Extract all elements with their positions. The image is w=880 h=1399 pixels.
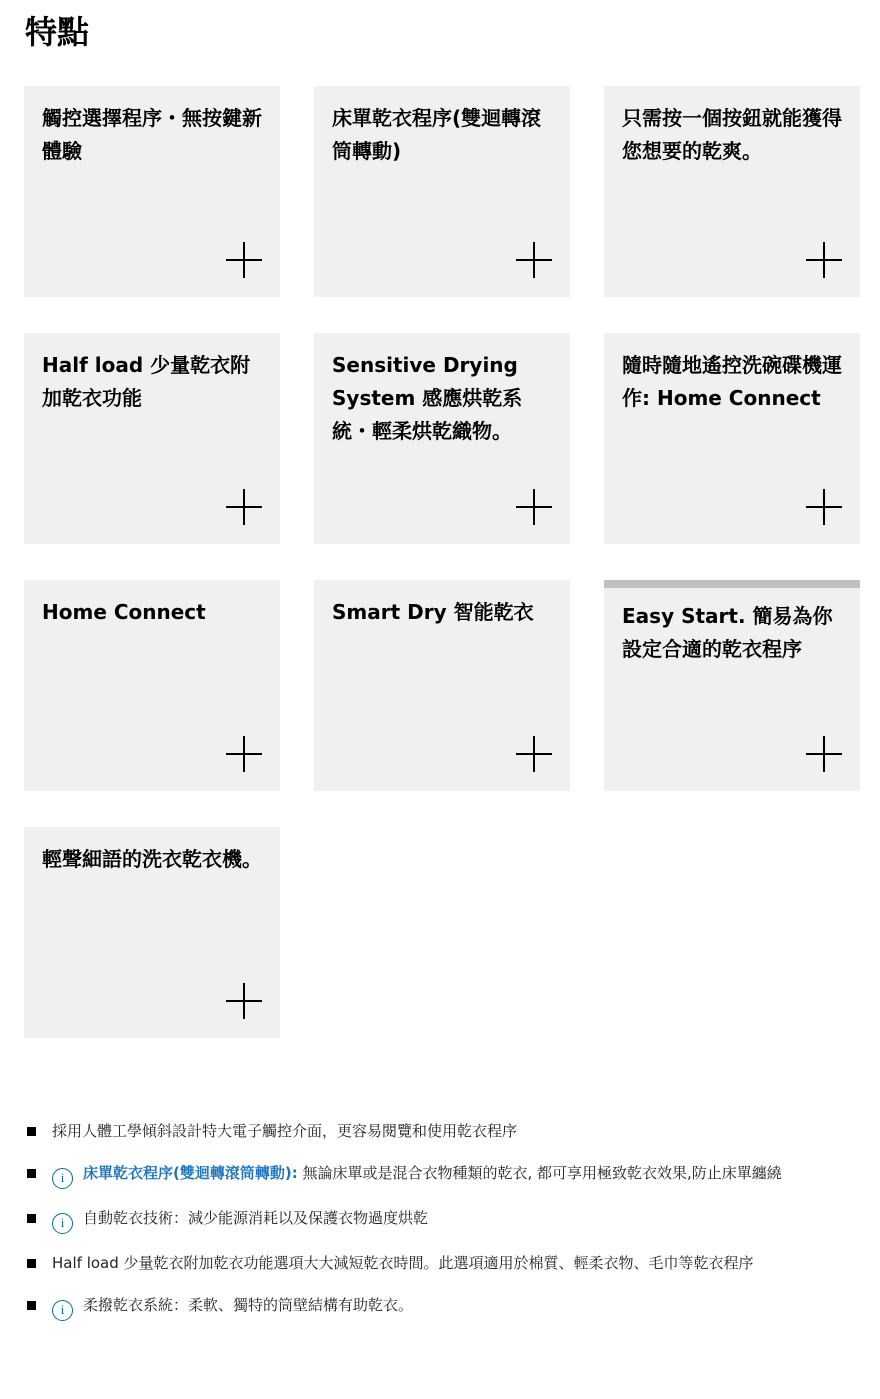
feature-card-easy-start[interactable]: [604, 580, 860, 791]
list-item: [25, 1118, 860, 1144]
card-title: 輕聲細語的洗衣乾衣機。: [42, 847, 262, 871]
plus-icon[interactable]: [806, 736, 842, 772]
card-title: Easy Start. 簡易為你設定合適的乾衣程序: [622, 604, 833, 661]
feature-link-bedding-program[interactable]: 床單乾衣程序(雙迴轉滾筒轉動):: [83, 1164, 298, 1182]
feature-text: 柔撥乾衣系統：柔軟、獨特的筒壁結構有助乾衣。: [83, 1296, 414, 1314]
square-bullet-icon: [27, 1169, 36, 1178]
plus-icon[interactable]: [516, 489, 552, 525]
feature-card-smart-dry[interactable]: [314, 580, 570, 791]
feature-card-home-connect[interactable]: [24, 580, 280, 791]
info-icon[interactable]: i: [52, 1168, 73, 1189]
feature-card-sensitive-drying[interactable]: [314, 333, 570, 544]
page-title: 特點: [25, 13, 90, 51]
square-bullet-icon: [27, 1259, 36, 1268]
card-title: Home Connect: [42, 600, 206, 624]
card-title: Sensitive Drying System 感應烘乾系統・輕柔烘乾織物。: [332, 353, 523, 443]
plus-icon[interactable]: [516, 242, 552, 278]
plus-icon[interactable]: [226, 489, 262, 525]
feature-card-quiet[interactable]: [24, 827, 280, 1038]
plus-icon[interactable]: [226, 736, 262, 772]
feature-text: Half load 少量乾衣附加乾衣功能選項大大減短乾衣時間。此選項適用於棉質、輕柔衣物、毛巾等乾衣程序: [52, 1254, 754, 1272]
info-icon[interactable]: i: [52, 1213, 73, 1234]
plus-icon[interactable]: [226, 983, 262, 1019]
card-title: 床單乾衣程序(雙迴轉滾筒轉動): [332, 106, 542, 163]
plus-icon[interactable]: [516, 736, 552, 772]
feature-text: 無論床單或是混合衣物種類的乾衣, 都可享用極致乾衣效果,防止床單纏繞: [297, 1164, 782, 1182]
info-icon[interactable]: i: [52, 1300, 73, 1321]
list-item: [25, 1205, 860, 1234]
card-title: Smart Dry 智能乾衣: [332, 600, 534, 624]
card-title: 觸控選擇程序・無按鍵新體驗: [42, 106, 262, 163]
feature-text: 自動乾衣技術：減少能源消耗以及保護衣物過度烘乾: [83, 1209, 429, 1227]
feature-list: [25, 1118, 860, 1337]
card-title: 隨時隨地遙控洗碗碟機運作: Home Connect: [622, 353, 842, 410]
list-item: [25, 1250, 860, 1276]
plus-icon[interactable]: [806, 489, 842, 525]
feature-card-touch-control[interactable]: [24, 86, 280, 297]
feature-card-half-load[interactable]: [24, 333, 280, 544]
square-bullet-icon: [27, 1214, 36, 1223]
plus-icon[interactable]: [226, 242, 262, 278]
feature-card-remote-control[interactable]: [604, 333, 860, 544]
plus-icon[interactable]: [806, 242, 842, 278]
feature-card-grid: [24, 86, 860, 1038]
list-item: [25, 1292, 860, 1321]
card-title: 只需按一個按鈕就能獲得您想要的乾爽。: [622, 106, 842, 163]
square-bullet-icon: [27, 1301, 36, 1310]
feature-card-bedding-program[interactable]: [314, 86, 570, 297]
card-title: Half load 少量乾衣附加乾衣功能: [42, 353, 251, 410]
list-item: [25, 1160, 860, 1189]
square-bullet-icon: [27, 1127, 36, 1136]
feature-card-one-button[interactable]: [604, 86, 860, 297]
feature-text: 採用人體工學傾斜設計特大電子觸控介面，更容易閱覽和使用乾衣程序: [52, 1122, 518, 1140]
